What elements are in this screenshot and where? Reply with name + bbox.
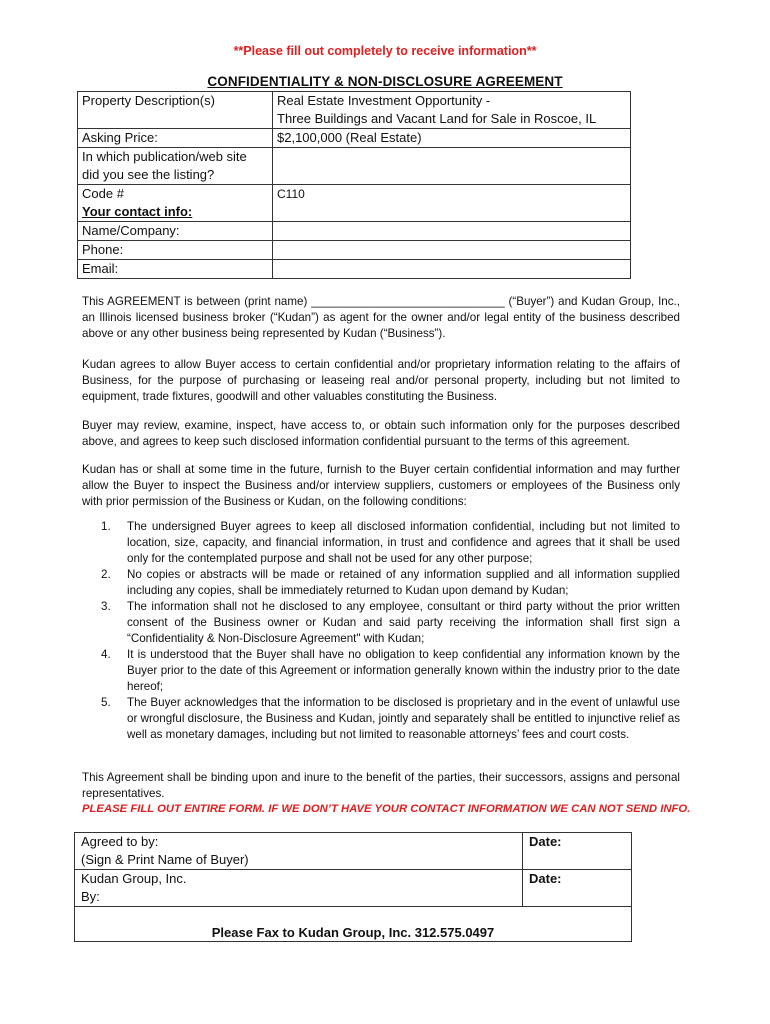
condition-item: 1. The undersigned Buyer agrees to keep all disclosed information confidential, including but not limited to location, size, capacity, and financial information, in trust and confidence and agrees that it shall be used only for the contemplated purpose and shall not be used for any other purpose;	[101, 520, 680, 565]
review-paragraph: Buyer may review, examine, inspect, have access to, or obtain such information only for the purposes described above, and agrees to keep such disclosed information confidential pursuant to the terms of this agreement.	[82, 419, 680, 448]
email-field[interactable]	[273, 260, 631, 279]
publication-label: In which publication/web site did you see the listing?	[78, 148, 273, 185]
fill-notice: **Please fill out completely to receive information**	[233, 44, 537, 58]
buyer-date-field[interactable]: Date:	[523, 833, 632, 870]
asking-price-label: Asking Price:	[78, 129, 273, 148]
buyer-sign-row	[75, 833, 632, 870]
agreement-parties-paragraph: This AGREEMENT is between (print name) ______________________________ (“Buyer”) and Kudan Group, Inc., an Illinois licensed business broker (“Kudan”) as agent for the owner and/or legal entity of the business described above or any other business being represented by Kudan (“Business”).	[82, 295, 680, 340]
asking-price-value: $2,100,000 (Real Estate)	[273, 129, 631, 148]
broker-sign-row	[75, 870, 632, 907]
code-label: Code # Your contact info:	[78, 185, 273, 222]
phone-field[interactable]	[273, 241, 631, 260]
publication-field[interactable]	[273, 148, 631, 185]
condition-item: 5. The Buyer acknowledges that the information to be disclosed is proprietary and in the event of unlawful use or wrongful disclosure, the Business and Kudan, jointly and separately shall be entitled to injunctive relief as well as monetary damages, including but not limited to reasonable attorneys’ fees and court costs.	[101, 696, 680, 741]
asking-price-row	[78, 129, 631, 148]
contact-info-heading: Your contact info:	[82, 204, 193, 219]
condition-item: 3. The information shall not he disclosed to any employee, consultant or third party without the prior written consent of the Business owner or Kudan and said party receiving the information shall first sign a “Confidentiality & Non-Disclosure Agreement" with Kudan;	[101, 600, 680, 645]
name-label: Name/Company:	[78, 222, 273, 241]
publication-row	[78, 148, 631, 185]
buyer-signature-field[interactable]: Agreed to by: (Sign & Print Name of Buyer)	[75, 833, 523, 870]
fax-instruction: Please Fax to Kudan Group, Inc. 312.575.0497	[211, 925, 495, 940]
property-label: Property Description(s)	[78, 92, 273, 129]
conditions-list	[82, 519, 680, 743]
broker-signature-field[interactable]: Kudan Group, Inc. By:	[75, 870, 523, 907]
code-value: C110	[273, 185, 631, 222]
code-row	[78, 185, 631, 222]
name-field[interactable]	[273, 222, 631, 241]
condition-item: 2. No copies or abstracts will be made or retained of any information supplied and all information supplied including any copies, shall be immediately returned to Kudan upon demand by Kudan;	[101, 568, 680, 597]
broker-date-field[interactable]: Date:	[523, 870, 632, 907]
property-row	[78, 92, 631, 129]
agreement-title: CONFIDENTIALITY & NON-DISCLOSURE AGREEMENT	[207, 74, 563, 89]
fill-warning: PLEASE FILL OUT ENTIRE FORM. IF WE DON’T HAVE YOUR CONTACT INFORMATION WE CAN NOT SEND INFO.	[82, 803, 691, 815]
access-paragraph: Kudan agrees to allow Buyer access to certain confidential and/or proprietary information relating to the affairs of Business, for the purpose of purchasing or leaseing real and/or personal property, including but not limited to equipment, trade fixtures, goodwill and other valuables constituting the Business.	[82, 358, 680, 403]
email-label: Email:	[78, 260, 273, 279]
property-info-table	[77, 91, 631, 279]
phone-label: Phone:	[78, 241, 273, 260]
name-row	[78, 222, 631, 241]
phone-row	[78, 241, 631, 260]
binding-paragraph: This Agreement shall be binding upon and inure to the benefit of the parties, their successors, assigns and personal representatives.	[82, 771, 680, 800]
email-row	[78, 260, 631, 279]
property-value: Real Estate Investment Opportunity - Three Buildings and Vacant Land for Sale in Roscoe, IL	[273, 92, 631, 129]
conditions-intro-paragraph: Kudan has or shall at some time in the future, furnish to the Buyer certain confidential information and may further allow the Buyer to inspect the Business and/or interview suppliers, customers or employees of the Business only with prior permission of the Business or Kudan, on the following conditions:	[82, 463, 680, 508]
condition-item: 4. It is understood that the Buyer shall have no obligation to keep confidential any information known by the Buyer prior to the date of this Agreement or information generally known within the industry prior to the date hereof;	[101, 648, 680, 693]
